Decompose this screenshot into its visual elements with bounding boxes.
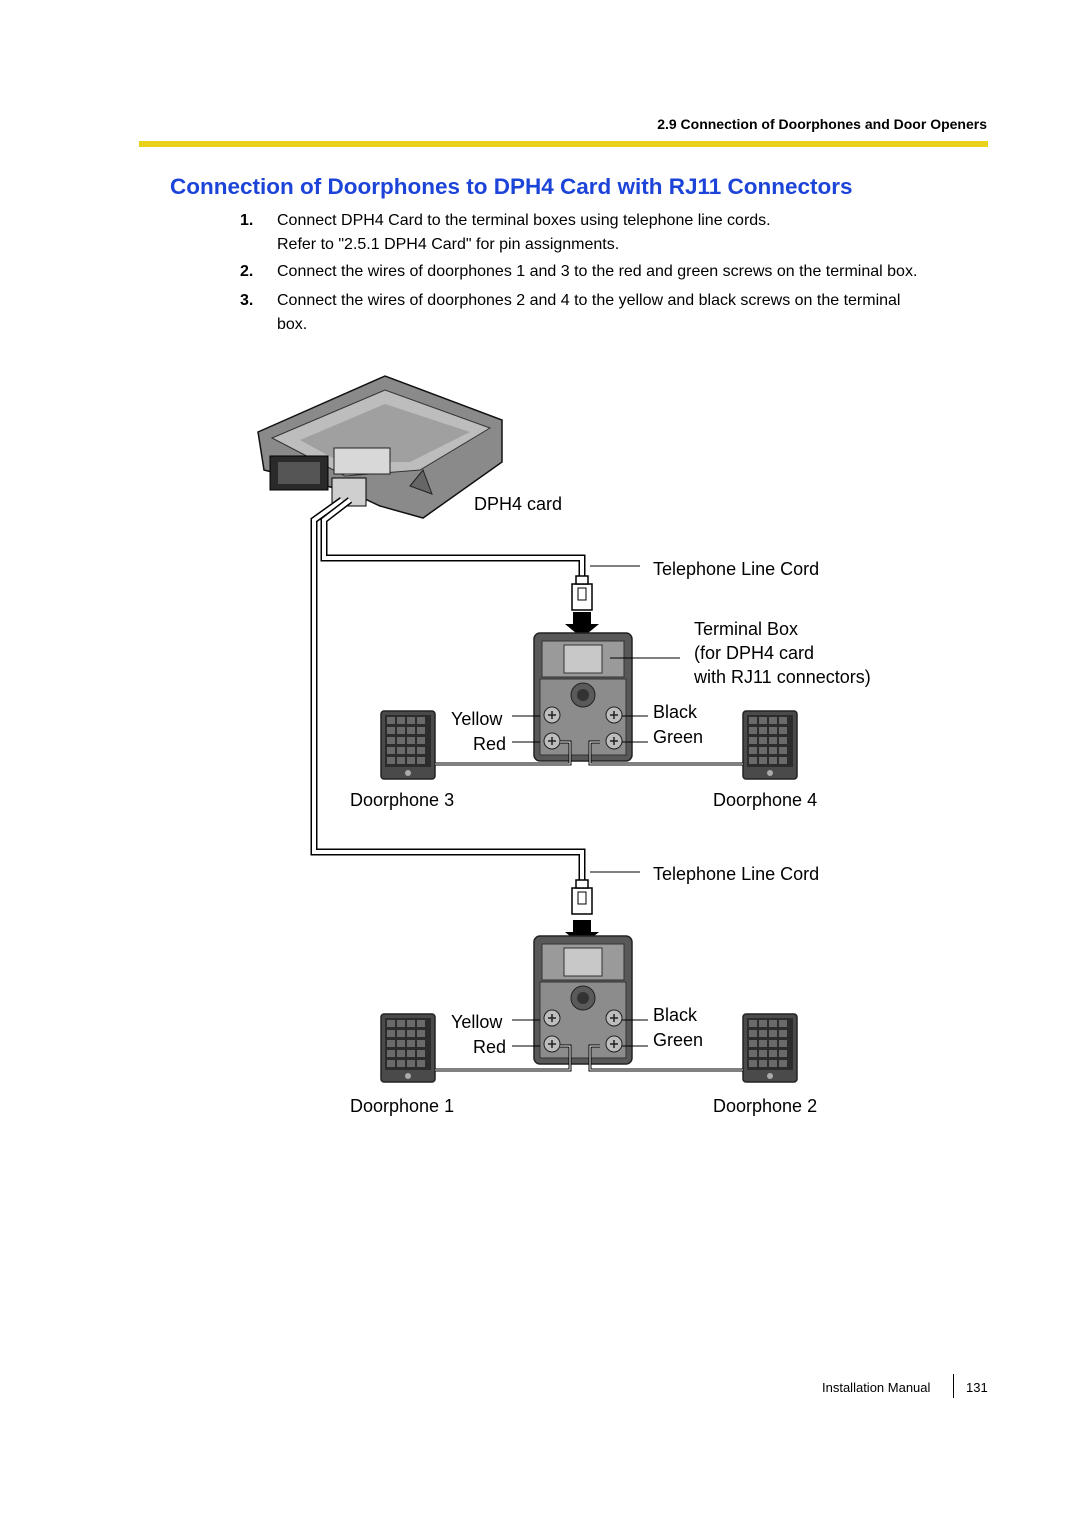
step-text-line: Connect the wires of doorphones 2 and 4 to the yellow and black screws on the terminal (277, 292, 901, 309)
step-number: 1. (240, 212, 254, 229)
upper-red-label: Red (473, 734, 507, 754)
step-text-line: box. (277, 316, 308, 333)
doorphone-3-label: Doorphone 3 (350, 790, 455, 810)
upper-terminal-section (350, 559, 871, 810)
doorphone-1-label: Doorphone 1 (350, 1096, 455, 1116)
upper-yellow-label: Yellow (451, 709, 503, 729)
upper-cord-label: Telephone Line Cord (653, 559, 820, 579)
page-number: 131 (966, 1380, 988, 1395)
page-title: Connection of Doorphones to DPH4 Card with RJ11 Connectors (170, 174, 853, 199)
dph4-card-label: DPH4 card (474, 494, 563, 514)
doorphone-1-icon (381, 1014, 435, 1082)
doorphone-4-icon (743, 711, 797, 779)
doorphone-2-label: Doorphone 2 (713, 1096, 818, 1116)
step-number: 3. (240, 292, 254, 309)
terminal-box-label-line1: Terminal Box (694, 619, 799, 639)
dph4-card-illustration (258, 376, 502, 518)
lower-yellow-label: Yellow (451, 1012, 503, 1032)
step-text-line: Connect DPH4 Card to the terminal boxes using telephone line cords. (277, 212, 771, 229)
doorphone-3-icon (381, 711, 435, 779)
lower-terminal-section (350, 864, 819, 1116)
step-text-line: Refer to "2.5.1 DPH4 Card" for pin assignments. (277, 236, 620, 253)
upper-black-label: Black (653, 702, 698, 722)
terminal-box-label-line2: (for DPH4 card (694, 643, 815, 663)
lower-black-label: Black (653, 1005, 698, 1025)
lower-red-label: Red (473, 1037, 507, 1057)
doorphone-4-label: Doorphone 4 (713, 790, 818, 810)
footer-manual-label: Installation Manual (822, 1380, 931, 1395)
lower-cord-label: Telephone Line Cord (653, 864, 820, 884)
doorphone-2-icon (743, 1014, 797, 1082)
upper-green-label: Green (653, 727, 704, 747)
footer-divider (953, 1374, 954, 1398)
lower-green-label: Green (653, 1030, 704, 1050)
step-number: 2. (240, 263, 254, 280)
step-text-line: Connect the wires of doorphones 1 and 3 to the red and green screws on the terminal box. (277, 263, 918, 280)
terminal-box-label-line3: with RJ11 connectors) (694, 667, 871, 687)
section-header: 2.9 Connection of Doorphones and Door Openers (657, 116, 987, 132)
